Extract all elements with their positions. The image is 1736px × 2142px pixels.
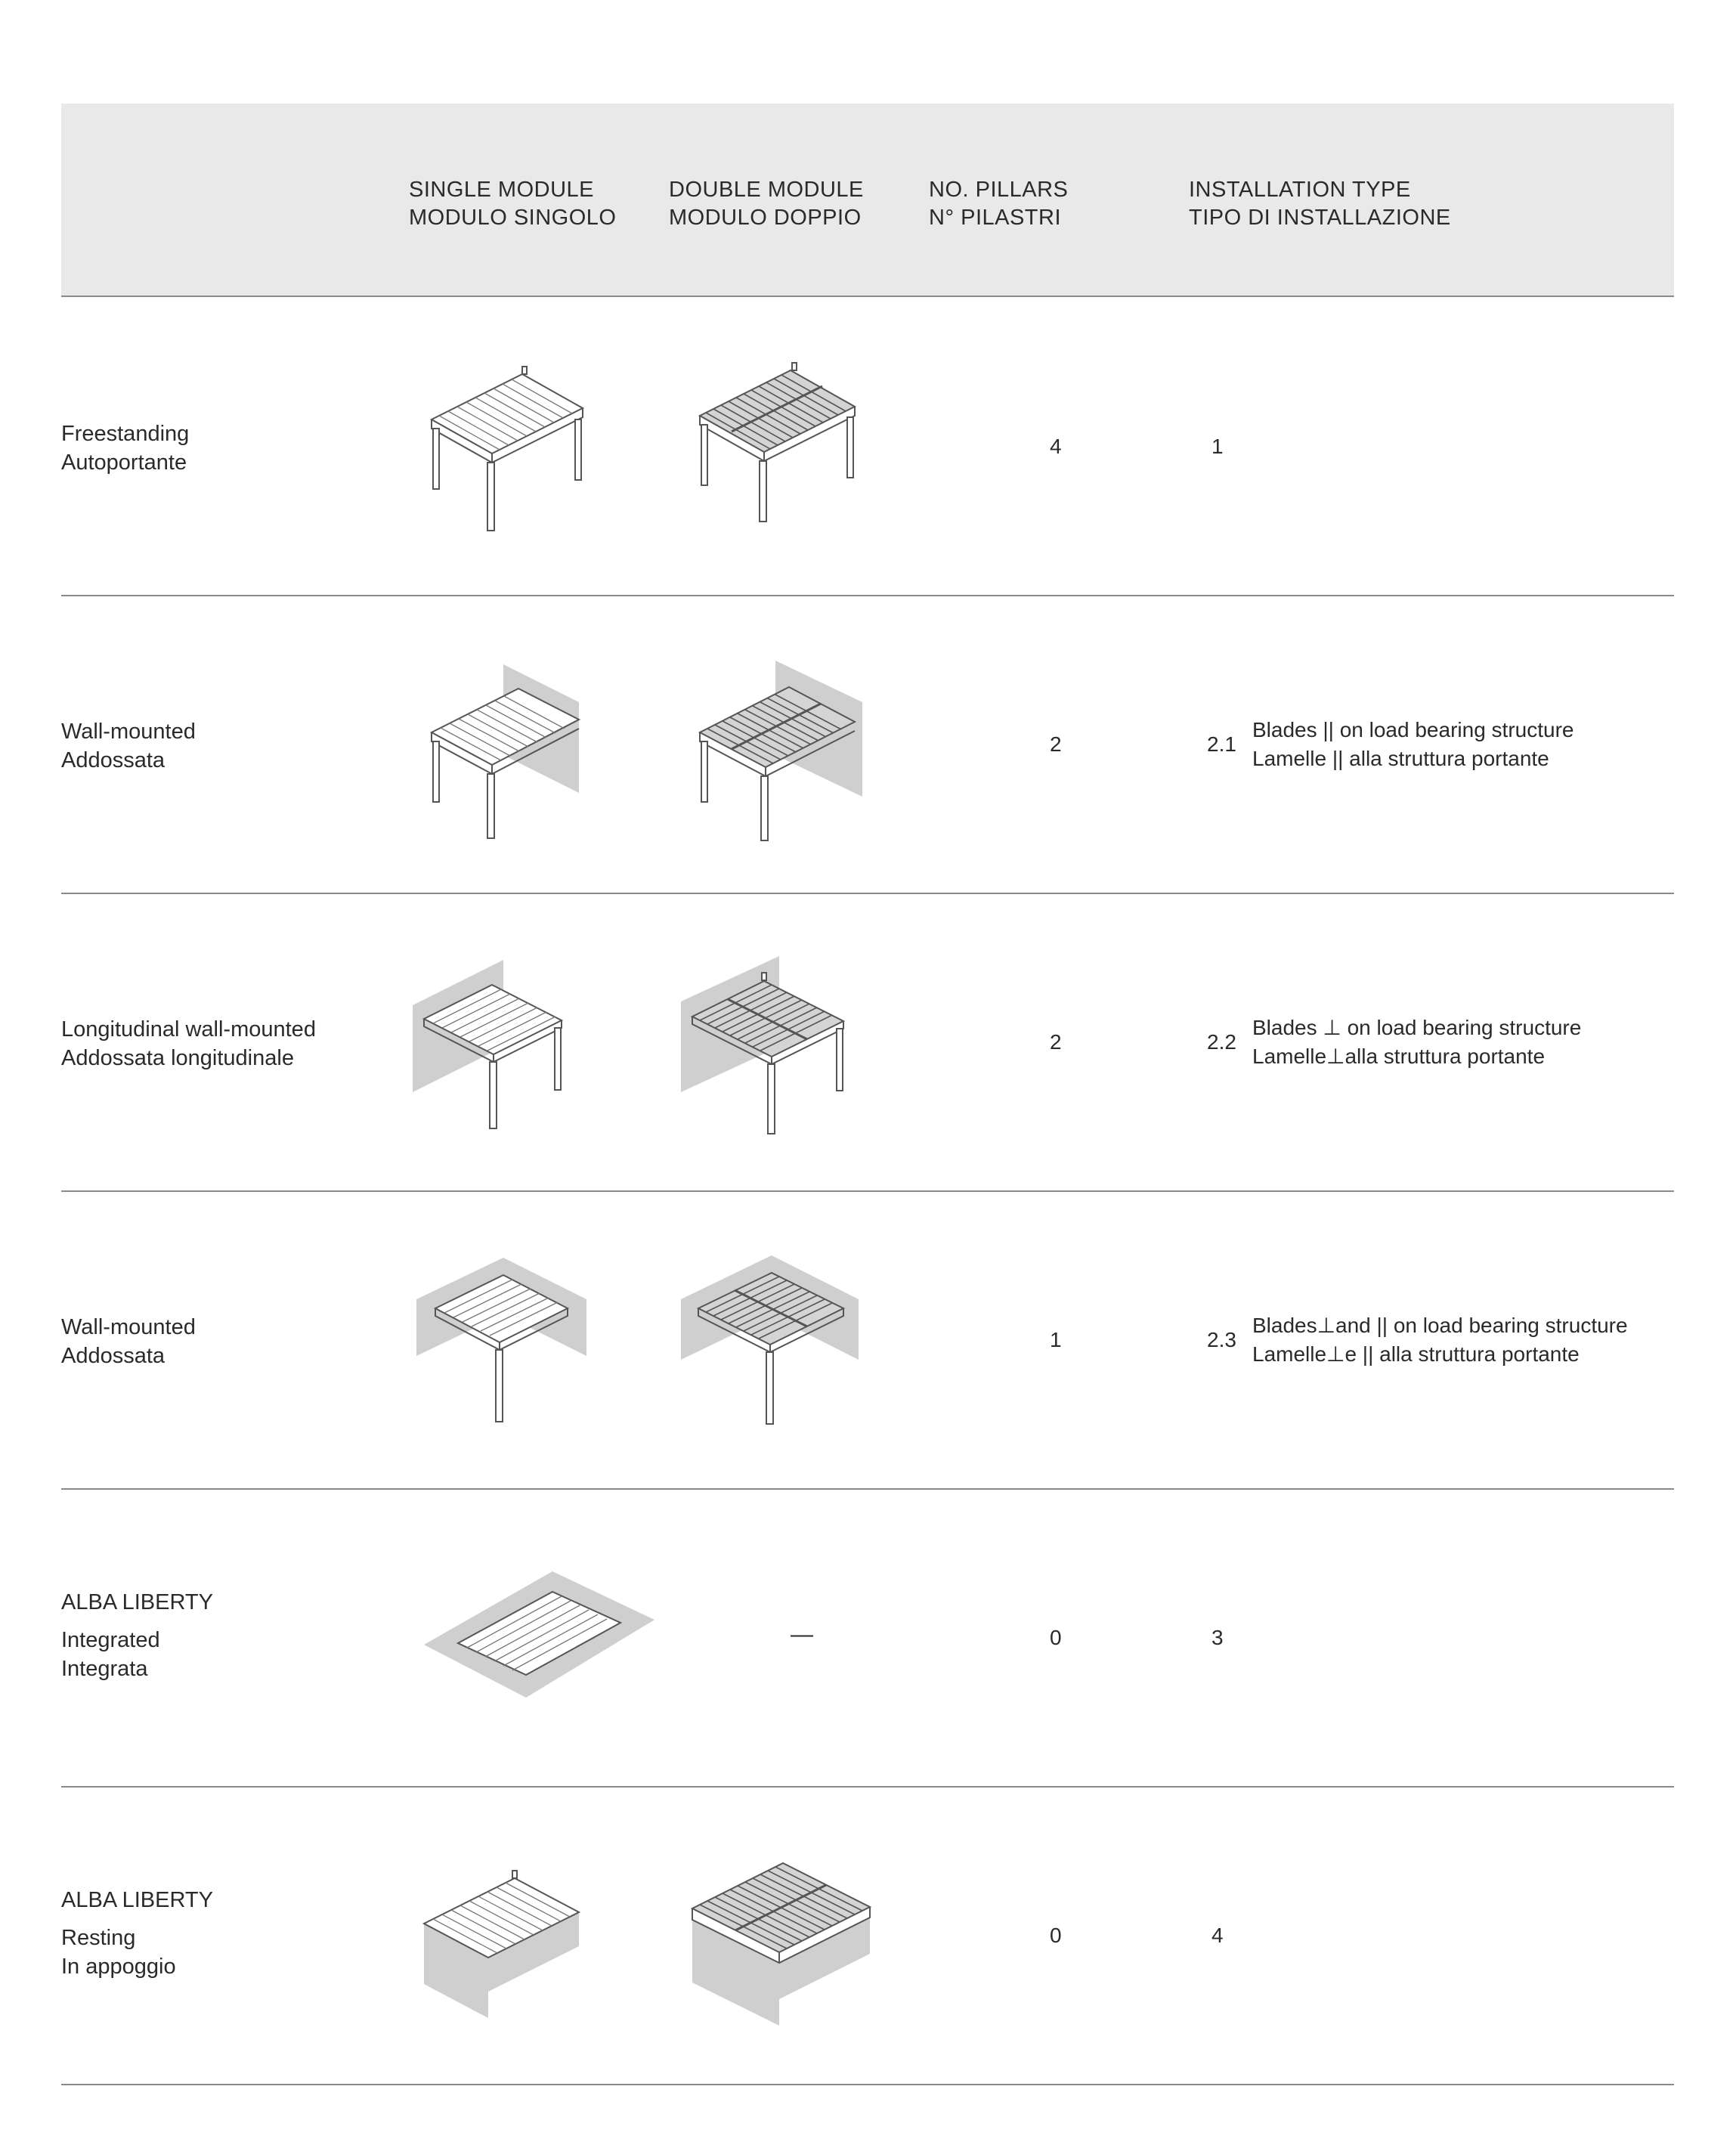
row-label-en: Integrated: [61, 1628, 160, 1652]
pillars-count: 4: [1050, 435, 1062, 458]
single-module-resting-drawing: [420, 1856, 602, 2029]
single-module-corner-drawing: [413, 1254, 602, 1435]
header-double-module-en: DOUBLE MODULE: [669, 178, 864, 202]
row-label-it: Integrata: [61, 1657, 148, 1681]
pillars-count: 0: [1050, 1626, 1062, 1649]
install-type-code: 3: [1211, 1626, 1224, 1649]
table-row-longitudinal-wall-mounted: [61, 894, 1674, 1192]
double-module-freestanding-drawing: [692, 340, 866, 537]
header-single-module-it: MODULO SINGOLO: [409, 206, 617, 230]
header-install-it: TIPO DI INSTALLAZIONE: [1189, 206, 1451, 230]
row-label-it: Addossata longitudinale: [61, 1046, 294, 1070]
row-label-en: Resting: [61, 1926, 136, 1950]
row-label: [61, 1015, 316, 1073]
row-label: [61, 419, 189, 477]
header-double-module-it: MODULO DOPPIO: [669, 206, 862, 230]
single-module-wall-mounted-drawing: [424, 661, 605, 842]
header-single-module: [409, 176, 617, 232]
pillars-count: 0: [1050, 1924, 1062, 1947]
double-module-wall-mounted-drawing: [692, 657, 874, 846]
table-row-wall-mounted: [61, 596, 1674, 894]
table-row-corner-wall-mounted: [61, 1192, 1674, 1490]
header-pillars: [929, 176, 1068, 232]
header-install-en: INSTALLATION TYPE: [1189, 178, 1411, 202]
install-type-code: 2.1: [1207, 732, 1236, 756]
row-label: [61, 1588, 213, 1683]
row-label-it: Addossata: [61, 1344, 166, 1368]
row-label-en: Wall-mounted: [61, 1315, 196, 1339]
header-install-type: [1189, 176, 1451, 232]
row-label-en: Wall-mounted: [61, 720, 196, 744]
table-row-alba-liberty-resting: [61, 1788, 1674, 2085]
row-label-en: Freestanding: [61, 422, 190, 446]
header-double-module: [669, 176, 864, 232]
install-description-en: Blades || on load bearing structure: [1252, 718, 1574, 741]
table-row-freestanding: [61, 299, 1674, 596]
install-description-en: Blades ⊥ on load bearing structure: [1252, 1016, 1582, 1039]
single-module-integrated-drawing: [420, 1565, 662, 1716]
row-label: [61, 1886, 213, 1981]
double-module-not-available: —: [791, 1622, 813, 1647]
row-label-it: Addossata: [61, 748, 166, 772]
header-pillars-en: NO. PILLARS: [929, 178, 1069, 202]
table-row-alba-liberty-integrated: [61, 1490, 1674, 1788]
pillars-count: 2: [1050, 732, 1062, 756]
install-description-it: Lamelle⊥e || alla struttura portante: [1252, 1342, 1580, 1366]
double-module-corner-drawing: [677, 1254, 874, 1435]
double-module-resting-drawing: [689, 1840, 885, 2037]
double-module-longitudinal-drawing: [677, 956, 874, 1145]
single-module-freestanding-drawing: [424, 344, 598, 533]
install-description: [1252, 1014, 1581, 1071]
install-description-it: Lamelle || alla struttura portante: [1252, 747, 1549, 770]
row-label-it: Autoportante: [61, 450, 187, 475]
row-label: [61, 1313, 196, 1370]
install-type-code: 1: [1211, 435, 1224, 458]
row-label-it: In appoggio: [61, 1955, 176, 1979]
header-single-module-en: SINGLE MODULE: [409, 178, 594, 202]
single-module-longitudinal-drawing: [409, 956, 590, 1138]
table-header: [61, 104, 1674, 297]
row-label: [61, 717, 196, 775]
install-description: [1252, 1311, 1628, 1369]
row-label-en: Longitudinal wall-mounted: [61, 1017, 316, 1042]
row-brand: ALBA LIBERTY: [61, 1590, 213, 1614]
install-description-it: Lamelle⊥alla struttura portante: [1252, 1045, 1546, 1068]
install-type-code: 4: [1211, 1924, 1224, 1947]
pillars-count: 2: [1050, 1030, 1062, 1054]
row-brand: ALBA LIBERTY: [61, 1888, 213, 1912]
install-type-code: 2.2: [1207, 1030, 1236, 1054]
pillars-count: 1: [1050, 1328, 1062, 1351]
install-description-en: Blades⊥and || on load bearing structure: [1252, 1314, 1628, 1337]
install-type-code: 2.3: [1207, 1328, 1236, 1351]
install-description: [1252, 716, 1574, 773]
header-pillars-it: N° PILASTRI: [929, 206, 1062, 230]
